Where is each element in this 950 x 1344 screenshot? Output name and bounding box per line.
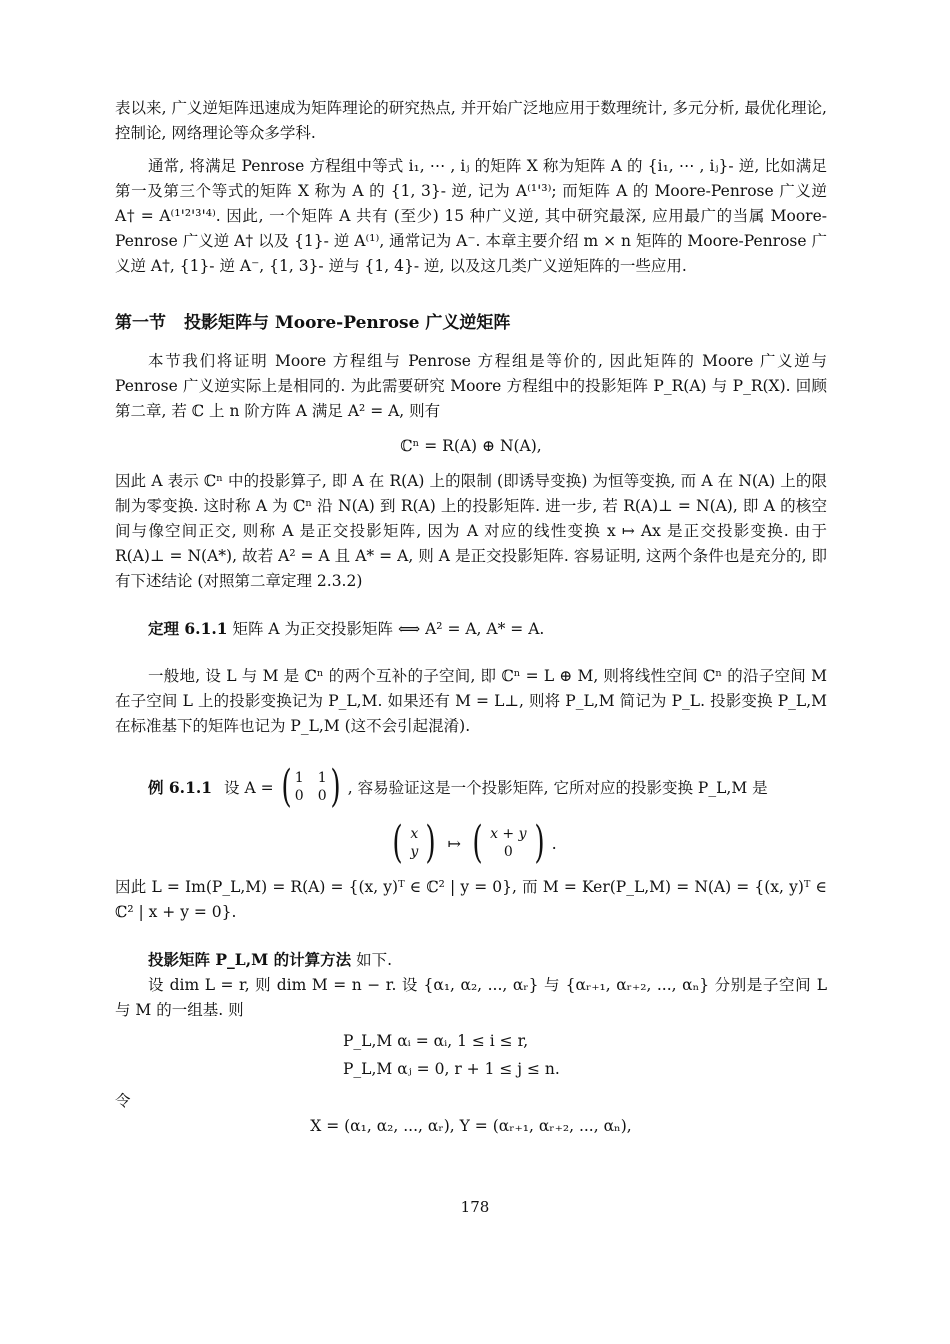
equation-b: P_L,M αⱼ = 0, r + 1 ≤ j ≤ n. xyxy=(343,1060,560,1078)
right-paren: ) xyxy=(425,817,437,868)
intro-paragraph-1: 表以来, 广义逆矩阵迅速成为矩阵理论的研究热点, 并开始广泛地应用于数理统计, 多元分析, 最优化理论, 控制论, 网络理论等众多学科. xyxy=(115,99,827,142)
maps-to-symbol: ↦ xyxy=(447,833,461,853)
method-heading: 投影矩阵 P_L,M 的计算方法 xyxy=(148,950,352,969)
intro-paragraph-2: 通常, 将满足 Penrose 方程组中等式 i₁, ⋯ , iⱼ 的矩阵 X 称为矩阵 A 的 {i₁, ⋯ , iⱼ}- 逆, 比如满足第一及第三个等式的矩阵 X 称为 A 的 {1, 3}- 逆, 记为 A⁽¹'³⁾; 而矩阵 A 的 Moore-Penrose 广义逆 A† = A⁽¹'²'³'⁴⁾. 因此, 一个矩阵 A 共有 (至少) 15 种广义逆, 其中研究最深, 应用最广的当属 Moore-Penrose 广义逆 A† 以及 {1}- 逆 A⁽¹⁾, 通常记为 A⁻. 本章主要介绍 m × n 矩阵的 Moore-Penrose 广义逆 A†, {1}- 逆 A⁻, {1, 3}- 逆与 {1, 4}- 逆, 以及这几类广义逆矩阵的一些应用. xyxy=(115,157,827,275)
left-paren: ( xyxy=(392,817,403,868)
section-heading xyxy=(115,311,827,335)
theorem-label: 定理 6.1.1 xyxy=(148,619,228,638)
equation-direct-sum: ℂⁿ = R(A) ⊕ N(A), xyxy=(400,437,542,455)
vector-entry: y xyxy=(410,844,419,860)
matrix-entry: 1 xyxy=(294,770,304,786)
theorem-6-1-1 xyxy=(115,616,827,642)
section-title: 投影矩阵与 Moore-Penrose 广义逆矩阵 xyxy=(184,313,511,333)
example-suffix: , 容易验证这是一个投影矩阵, 它所对应的投影变换 P_L,M 是 xyxy=(347,779,768,797)
section-paragraph-1: 本节我们将证明 Moore 方程组与 Penrose 方程组是等价的, 因此矩阵的 Moore 广义逆与 Penrose 广义逆实际上是相同的. 为此需要研究 Moore 方程组中的投影矩阵 P_R(A) 与 P_R(X). 回顾第二章, 若 ℂ 上 n 阶方阵 A 满足 A² = A, 则有 xyxy=(115,352,827,420)
example-label: 例 6.1.1 xyxy=(148,778,213,797)
section-paragraph-2: 因此 A 表示 ℂⁿ 中的投影算子, 即 A 在 R(A) 上的限制 (即诱导变换) 为恒等变换, 而 A 在 N(A) 上的限制为零变换. 这时称 A 为 ℂⁿ 沿 N(A) 到 R(A) 上的投影矩阵. 进一步, 若 R(A)⊥ = N(A), 即 A 的核空间与像空间正交, 则称 A 是正交投影矩阵, 因为 A 对应的线性变换 x ↦ Ax 是正交投影变换. 由于 R(A)⊥ = N(A*), 故若 A² = A 且 A* = A, 则 A 是正交投影矩阵. 容易证明, 这两个条件也是充分的, 即有下述结论 (对照第二章定理 2.3.2) xyxy=(115,472,827,590)
period: . xyxy=(551,833,557,853)
vector-entry: x xyxy=(410,826,419,842)
projection-mapping xyxy=(115,817,827,868)
matrix-entry: 1 xyxy=(317,770,327,786)
page-number: 178 xyxy=(460,1198,490,1216)
right-paren: ) xyxy=(330,761,341,812)
equation-a: P_L,M αᵢ = αᵢ, 1 ≤ i ≤ r, xyxy=(343,1032,529,1050)
theorem-text: 矩阵 A 为正交投影矩阵 ⟺ A² = A, A* = A. xyxy=(232,620,545,638)
vector-entries xyxy=(486,825,530,861)
projection-equations xyxy=(343,1027,827,1083)
matrix-entries xyxy=(295,769,327,805)
method-text: 设 dim L = r, 则 dim M = n − r. 设 {α₁, α₂, ..., αᵣ} 与 {αᵣ₊₁, αᵣ₊₂, ..., αₙ} 分别是子空间 L 与 M 的一组基. 则 xyxy=(115,976,827,1019)
matrix-A xyxy=(278,761,344,812)
matrix-entry: 0 xyxy=(317,788,327,804)
method-heading-tail: 如下. xyxy=(356,951,393,969)
example-prefix: 设 A = xyxy=(224,779,274,797)
matrix-entry: 0 xyxy=(294,788,304,804)
section-number: 第一节 xyxy=(115,313,166,333)
vector-entry: 0 xyxy=(503,844,513,860)
let-word: 令 xyxy=(115,1092,131,1110)
general-paragraph: 一般地, 设 L 与 M 是 ℂⁿ 的两个互补的子空间, 即 ℂⁿ = L ⊕ M, 则将线性空间 ℂⁿ 的沿子空间 M 在子空间 L 上的投影变换记为 P_L,M. 如果还有 M = L⊥, 则将 P_L,M 简记为 P_L. 投影变换 P_L,M 在标准基下的矩阵也记为 P_L,M (这不会引起混淆). xyxy=(115,667,827,735)
vector-from xyxy=(389,817,439,868)
example-conclusion: 因此 L = Im(P_L,M) = R(A) = {(x, y)ᵀ ∈ ℂ² | y = 0}, 而 M = Ker(P_L,M) = N(A) = {(x, y)ᵀ ∈ ℂ² | x + y = 0}. xyxy=(115,878,827,921)
vector-entries xyxy=(406,825,422,861)
left-paren: ( xyxy=(472,817,483,868)
page-body xyxy=(115,96,827,1149)
vector-to xyxy=(469,817,548,868)
right-paren: ) xyxy=(533,817,545,868)
equation-basis-matrices: X = (α₁, α₂, ..., αᵣ), Y = (αᵣ₊₁, αᵣ₊₂, ..., αₙ), xyxy=(310,1117,632,1135)
left-paren: ( xyxy=(281,761,292,812)
method-heading-line xyxy=(115,947,827,973)
example-6-1-1 xyxy=(115,761,827,812)
vector-entry: x + y xyxy=(490,826,527,842)
